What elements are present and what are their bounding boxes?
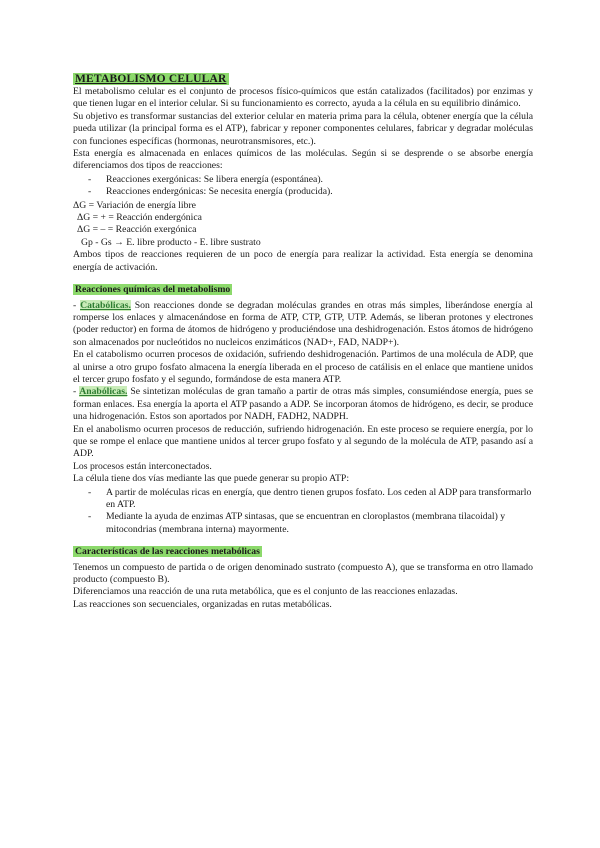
characteristics-paragraph-2: Diferenciamos una reacción de una ruta metabólica, que es el conjunto de las reacciones enlazadas. (73, 586, 458, 598)
intro-paragraph-3: Esta energía es almacenada en enlaces químicos de las moléculas. Según si se desprende o se absorbe energía diferenciamos dos tipos de reacciones: (73, 148, 533, 172)
equation-line: ΔG = – = Reacción exergónica (77, 224, 197, 236)
page-title: METABOLISMO CELULAR (75, 73, 227, 85)
section-heading-reactions: Reacciones químicas del metabolismo (75, 284, 231, 296)
list-item: - Reacciones endergónicas: Se necesita energía (producida). (88, 186, 533, 198)
list-item: - A partir de moléculas ricas en energía, que dentro tienen grupos fosfato. Los ceden al ADP para transformarlo en ATP. (88, 487, 533, 512)
section-heading-characteristics: Características de las reacciones metabólicas (75, 546, 260, 558)
catabolic-term: Catabólicas. (80, 299, 131, 311)
equation-line: Gp - Gs → E. libre producto - E. libre sustrato (81, 236, 261, 248)
anabolic-term: Anabólicas. (79, 386, 128, 398)
activation-paragraph: Ambos tipos de reacciones requieren de un poco de energía para realizar la actividad. Esta energía se denomina energía de activación. (73, 249, 533, 273)
anabolism-paragraph: En el anabolismo ocurren procesos de reducción, sufriendo hidrogenación. En este proceso se requiere energía, por lo que se rompe el enlace que mantiene unidos al tercer grupo fosfato y al segundo de la molécula de ATP, pasando así a ADP. (73, 423, 533, 460)
document-body (73, 72, 533, 611)
atp-ways-list (73, 487, 533, 537)
intro-paragraph-2: Su objetivo es transformar sustancias del exterior celular en materia prima para la célula, obtener energía que la célula pueda utilizar (la principal forma es el ATP), fabricar y reponer componentes celulares, fabricar y degradar moléculas con funciones específicas (hormonas, neurotransmisores, etc.). (73, 110, 533, 147)
characteristics-paragraph-3: Las reacciones son secuenciales, organizadas en rutas metabólicas. (73, 598, 332, 610)
atp-intro-paragraph: La célula tiene dos vías mediante las que puede generar su propio ATP: (73, 473, 350, 485)
connected-paragraph: Los procesos están interconectados. (73, 460, 212, 472)
equation-line: ΔG = Variación de energía libre (73, 199, 196, 211)
catabolic-paragraph: - Catabólicas. Son reacciones donde se degradan moléculas grandes en otras más simples, liberándose energía al romperse los enlaces y almacenándose en forma de ATP, CTP, GTP, UTP. Además, se liberan protones y electrones (poder reductor) en forma de átomos de hidrógeno y produciéndose una deshidrogenación. Estos átomos de hidrógeno son almacenados por nucleótidos no nucleicos enzimáticos (NAD+, FAD, NADP+). (73, 299, 533, 348)
list-item: - Mediante la ayuda de enzimas ATP sintasas, que se encuentran en cloroplastos (membrana tilacoidal) y mitocondrias (membrana interna) mayormente. (88, 511, 533, 536)
intro-paragraph-1: El metabolismo celular es el conjunto de procesos físico-químicos que están catalizados (facilitados) por enzimas y que tienen lugar en el interior celular. Si su funcionamiento es correcto, ayuda a la célula en su equilibrio dinámico. (73, 86, 533, 110)
catabolism-paragraph: En el catabolismo ocurren procesos de oxidación, sufriendo deshidrogenación. Partimos de una molécula de ADP, que al unirse a otro grupo fosfato almacena la energía liberada en el proceso de catálisis en el enlace que mantiene unidos el tercer grupo fosfato y el segundo, formándose de esta manera ATP. (73, 349, 533, 385)
reaction-types-list (73, 174, 533, 199)
characteristics-paragraph-1: Tenemos un compuesto de partida o de origen denominado sustrato (compuesto A), que se transforma en otro llamado producto (compuesto B). (73, 561, 533, 586)
list-item: - Reacciones exergónicas: Se libera energía (espontánea). (88, 174, 533, 186)
equation-line: ΔG = + = Reacción endergónica (77, 212, 202, 224)
anabolic-paragraph: - Anabólicas. Se sintetizan moléculas de gran tamaño a partir de otras más simples, consumiéndose energía, pues se forman enlaces. Esa energía la aporta el ATP pasando a ADP. Se incorporan átomos de hidrógeno, es decir, se produce una hidrogenación. Estos son aportados por NADH, FADH2, NADPH. (73, 386, 533, 423)
